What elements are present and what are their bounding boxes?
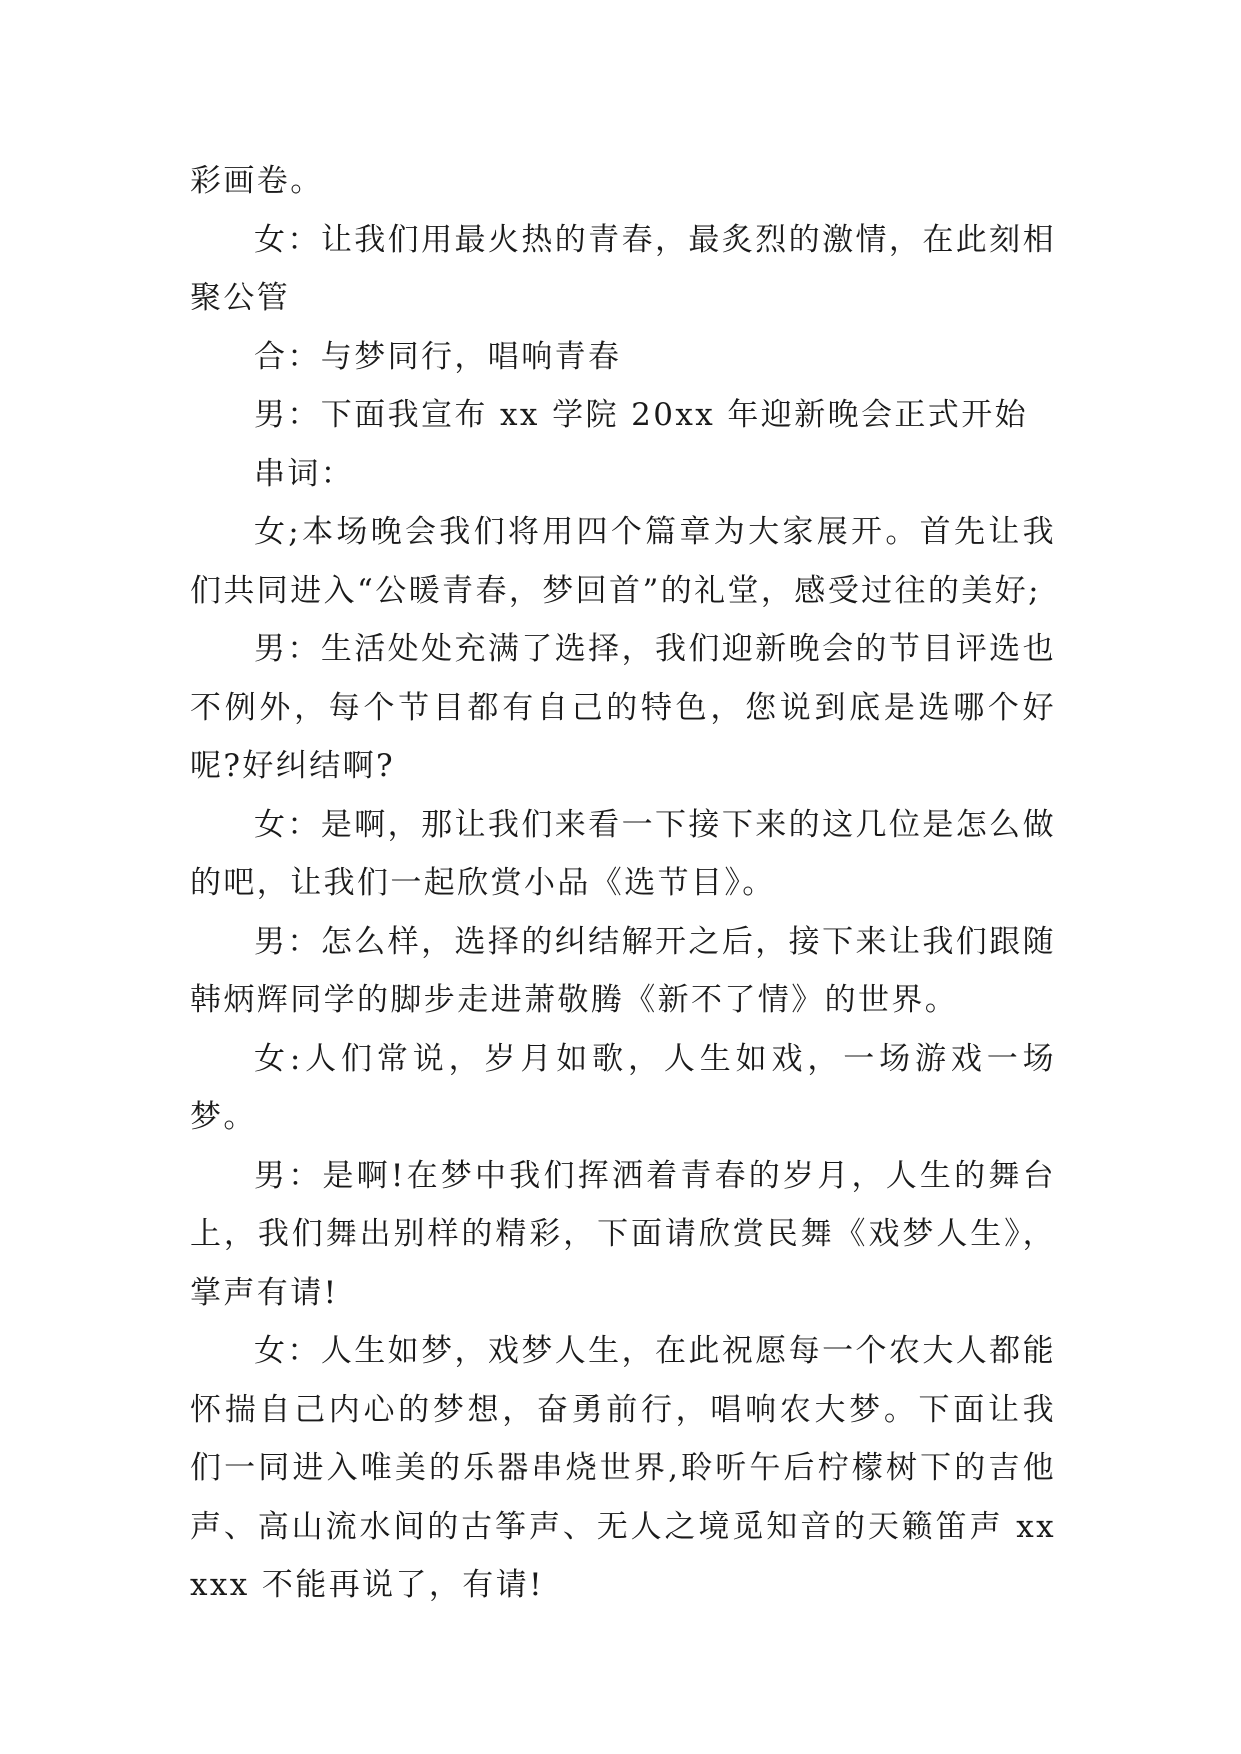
paragraph-female-host-5: 女：人生如梦，戏梦人生，在此祝愿每一个农大人都能怀揣自己内心的梦想，奋勇前行，唱响农大梦。下面让我们一同进入唯美的乐器串烧世界,聆听午后柠檬树下的吉他声、高山流水间的古筝声、无人之境觅知音的天籁笛声 xxxxx 不能再说了，有请! — [190, 1333, 1056, 1603]
paragraph-female-host-4: 女:人们常说，岁月如歌，人生如戏，一场游戏一场梦。 — [190, 1040, 1056, 1135]
document-body — [190, 152, 1056, 1615]
paragraph-female-host-3: 女：是啊，那让我们来看一下接下来的这几位是怎么做的吧，让我们一起欣赏小品《选节目》。 — [190, 806, 1056, 901]
paragraph-male-host-4: 男：是啊!在梦中我们挥洒着青春的岁月，人生的舞台上，我们舞出别样的精彩，下面请欣赏民舞《戏梦人生》，掌声有请! — [190, 1157, 1056, 1311]
paragraph-male-host-announcement: 男：下面我宣布 xx 学院 20xx 年迎新晚会正式开始 — [254, 397, 1028, 433]
paragraph-female-host-1: 女：让我们用最火热的青春，最炙烈的激情，在此刻相聚公管 — [190, 221, 1056, 316]
paragraph-male-host-3: 男：怎么样，选择的纠结解开之后，接下来让我们跟随韩炳辉同学的脚步走进萧敬腾《新不了情》的世界。 — [190, 923, 1056, 1018]
paragraph-female-host-2: 女;本场晚会我们将用四个篇章为大家展开。首先让我们共同进入“公暖青春，梦回首”的礼堂，感受过往的美好; — [190, 514, 1056, 609]
paragraph-together: 合：与梦同行，唱响青春 — [254, 338, 622, 375]
paragraph-male-host-2: 男：生活处处充满了选择，我们迎新晚会的节目评选也不例外，每个节目都有自己的特色，您说到底是选哪个好呢?好纠结啊? — [190, 631, 1056, 784]
paragraph-continuation: 彩画卷。 — [190, 163, 324, 199]
paragraph-section-heading: 串词： — [254, 455, 355, 492]
